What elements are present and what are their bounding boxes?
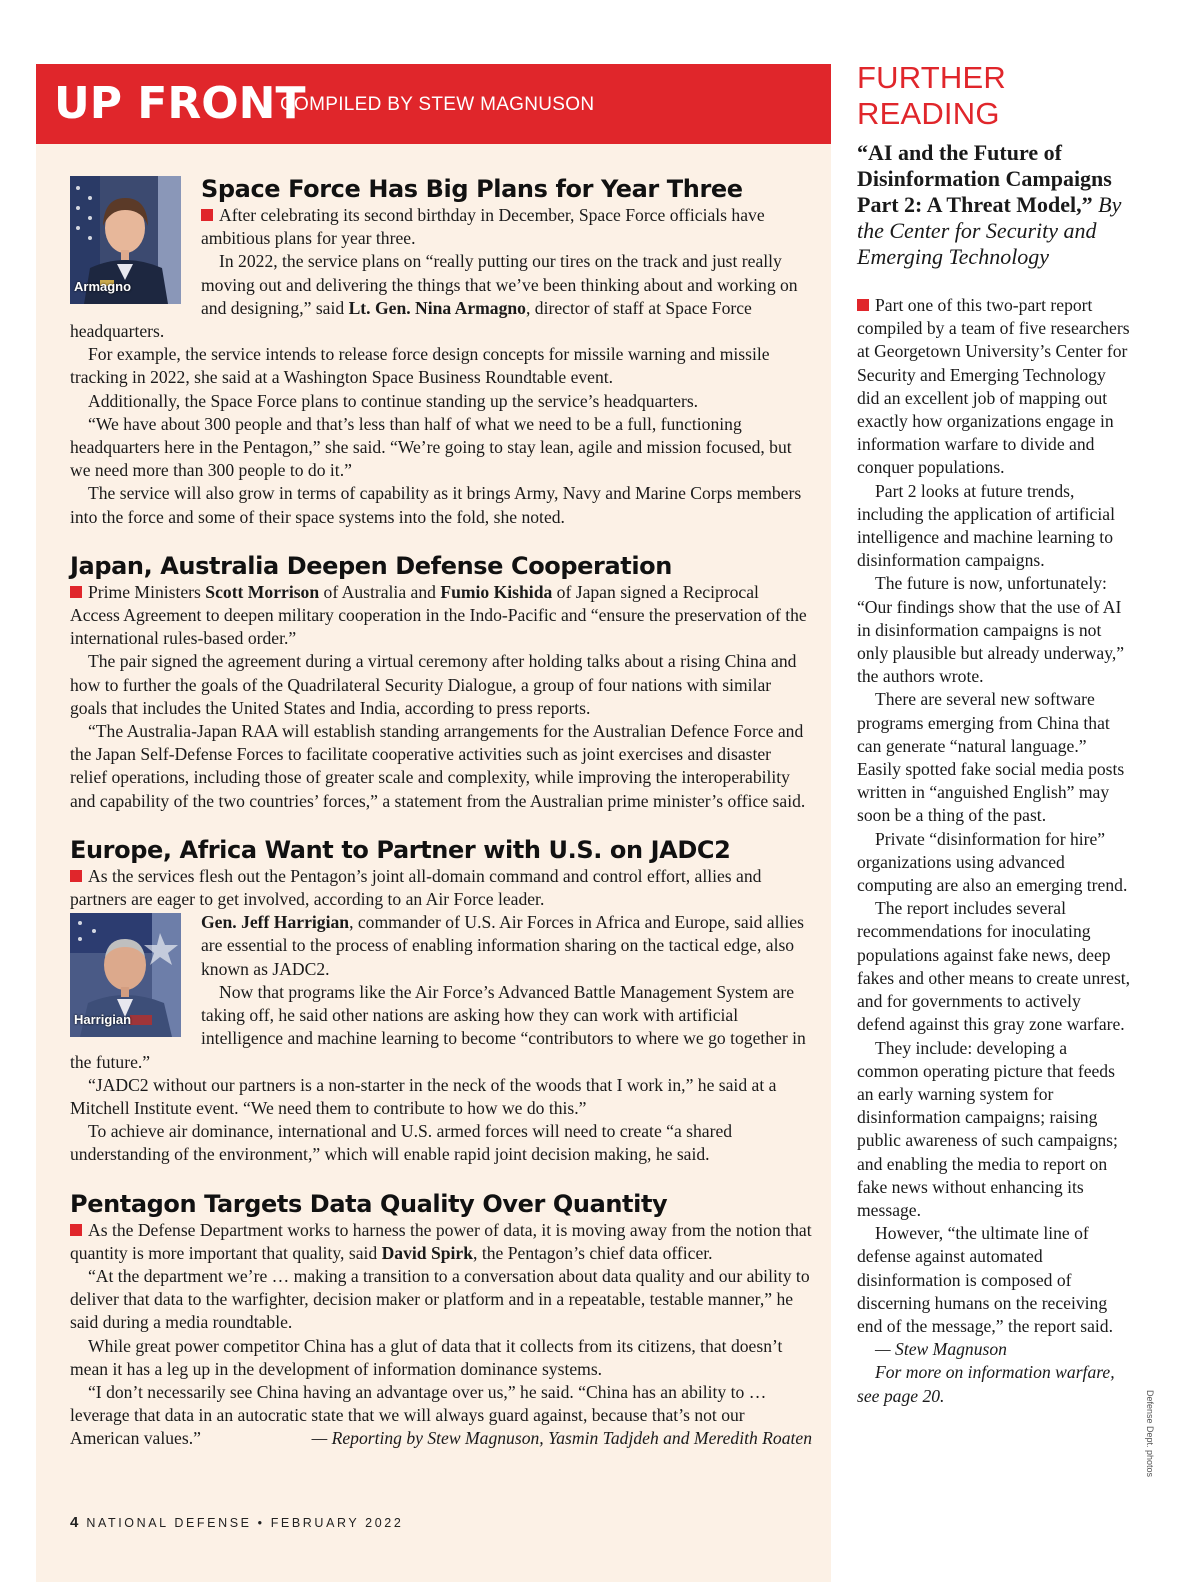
article-space-force [70, 174, 812, 529]
compiled-by: COMPILED BY STEW MAGNUSON [280, 94, 595, 115]
paragraph: Now that programs like the Air Force’s Advanced Battle Management System are taking off, he said other nations are asking how they can work with artificial intelligence and machine learning to become “contributors to where we go together in the future.” [70, 981, 806, 1072]
bullet-square-icon [201, 209, 213, 221]
paragraph: “The Australia-Japan RAA will establish standing arrangements for the Australian Defence Force and the Japan Self-Defense Forces to facilitate cooperative activities such as joint exercises and disaster relief operations, including those of greater scale and complexity, while improving the interoperability and capability of the two countries’ forces,” a statement from the Australian prime minister’s office said. [70, 721, 806, 811]
paragraph: To achieve air dominance, international and U.S. armed forces will need to create “a shared understanding of the environment,” which will enable rapid joint decision making, he said. [70, 1121, 733, 1165]
section-banner [36, 64, 831, 144]
bullet-square-icon [857, 299, 869, 311]
further-reading-body [857, 294, 1132, 1408]
article-data-quality [70, 1189, 812, 1451]
paragraph: “JADC2 without our partners is a non-starter in the neck of the woods that I work in,” he said at a Mitchell Institute event. “We need them to contribute to how we do this.” [70, 1074, 777, 1118]
photo-harrigian [70, 913, 181, 1037]
photo-caption-armagno: Armagno [74, 278, 132, 294]
reporting-credit: — Reporting by Stew Magnuson, Yasmin Tadjdeh and Meredith Roaten [311, 1428, 812, 1449]
further-reading-title: “AI and the Future of Disinformation Campaigns Part 2: A Threat Model,” By the Center for Security and Emerging Technology [857, 140, 1122, 269]
paragraph: In 2022, the service plans on “really putting our tires on the track and just really moving out and delivering the things that we’ve been thinking about and working on and designing,” said Lt. Gen. Nina Armagno, director of staff at Space Force headquarters. [70, 251, 798, 342]
photo-credit: Defense Dept. photos [1145, 1390, 1155, 1478]
photo-armagno [70, 176, 181, 304]
article-jadc2 [70, 835, 812, 1167]
sidebar-paragraph: They include: developing a common operating picture that feeds an early warning system for disinformation campaigns; raising public awareness of such campaigns; and enabling the media to report on fake news without enhancing its message. [857, 1037, 1118, 1220]
sidebar-paragraph: However, “the ultimate line of defense against automated disinformation is composed of discerning humans on the receiving end of the message,” the report said. [857, 1223, 1113, 1336]
sidebar-paragraph: Private “disinformation for hire” organizations using advanced computing are also an emerging trend. [857, 828, 1128, 896]
further-reading-label: FURTHER READING [857, 60, 1006, 131]
name-harrigian: Gen. Jeff Harrigian [201, 912, 350, 933]
sidebar-signoff: — Stew Magnuson [875, 1339, 1007, 1360]
paragraph: The pair signed the agreement during a virtual ceremony after holding talks about a rising China and how to further the goals of the Quadrilateral Security Dialogue, a group of four nations with similar goals that includes the United States and India, according to press reports. [70, 651, 797, 718]
sidebar-note: For more on information warfare, see page 20. [857, 1362, 1115, 1406]
paragraph: After celebrating its second birthday in December, Space Force officials have ambitious plans for year three. [201, 205, 765, 249]
name-kishida: Fumio Kishida [440, 581, 553, 602]
name-spirk: David Spirk [381, 1242, 474, 1263]
name-armagno: Lt. Gen. Nina Armagno [348, 297, 526, 318]
sidebar-paragraph: The future is now, unfortunately: “Our findings show that the use of AI in disinformation campaigns is not only plausible but already underway,” the authors wrote. [857, 573, 1125, 687]
paragraph: “I don’t necessarily see China having an advantage over us,” he said. “China has an ability to … leverage that data in an autocratic state that we will always guard against, because that’s not our American values.” — Reporting by Stew Magnuson, Yasmin Tadjdeh and Meredith Roaten [70, 1381, 812, 1451]
headline-japan-australia: Japan, Australia Deepen Defense Cooperation [70, 551, 672, 580]
headline-data-quality: Pentagon Targets Data Quality Over Quantity [70, 1189, 668, 1218]
paragraph: Additionally, the Space Force plans to continue standing up the service’s headquarters. [88, 390, 699, 411]
paragraph: While great power competitor China has a glut of data that it collects from its citizens, that doesn’t mean it has a leg up in the development of information dominance systems. [70, 1335, 783, 1379]
paragraph: “At the department we’re … making a transition to a conversation about data quality and our ability to deliver that data to the warfighter, decision maker or platform and in a repeatable, testable manner,” he said during a media roundtable. [70, 1265, 810, 1333]
bullet-square-icon [70, 1224, 82, 1236]
page-footer [70, 1514, 403, 1531]
sidebar-paragraph: There are several new software programs emerging from China that can generate “natural language.” Easily spotted fake social media posts written in “anguished English” may soon be a thing of the past. [857, 689, 1125, 826]
paragraph: For example, the service intends to release force design concepts for missile warning and missile tracking in 2022, she said at a Washington Space Business Roundtable event. [70, 344, 770, 388]
page-number: 4 [70, 1514, 79, 1531]
further-reading-sidebar [857, 60, 1132, 1408]
paragraph: As the services flesh out the Pentagon’s joint all-domain command and control effort, allies and partners are eager to get involved, according to an Air Force leader. [70, 865, 762, 910]
paragraph: The service will also grow in terms of capability as it brings Army, Navy and Marine Corps members into the force and some of their space systems into the fold, she noted. [70, 483, 802, 527]
bullet-square-icon [70, 586, 82, 598]
headline-space-force: Space Force Has Big Plans for Year Three [201, 175, 743, 203]
paragraph: As the Defense Department works to harness the power of data, it is moving away from the notion that quantity is more important that quality, said David Spirk, the Pentagon’s chief data officer. [70, 1219, 812, 1263]
main-column [70, 174, 812, 1451]
paragraph: Prime Ministers Scott Morrison of Australia and Fumio Kishida of Japan signed a Reciprocal Access Agreement to deepen military cooperation in the Indo-Pacific and “ensure the preservation of the international rules-based order.” [70, 581, 807, 649]
headline-jadc2: Europe, Africa Want to Partner with U.S. on JADC2 [70, 835, 731, 864]
bullet-square-icon [70, 870, 82, 882]
paragraph: Gen. Jeff Harrigian, commander of U.S. Air Forces in Africa and Europe, said allies are essential to the process of enabling information sharing on the tactical edge, also known as JADC2. [201, 912, 804, 979]
article-japan-australia [70, 551, 812, 813]
sidebar-paragraph: The report includes several recommendations for inoculating populations against fake news, deep fakes and other means to create unrest, and for governments to actively defend against this gray zone warfare. [857, 898, 1131, 1035]
sidebar-paragraph: Part 2 looks at future trends, including the application of artificial intelligence and machine learning to disinformation campaigns. [857, 480, 1115, 571]
publication-line: NATIONAL DEFENSE • FEBRUARY 2022 [86, 1516, 404, 1530]
sidebar-paragraph: Part one of this two-part report compiled by a team of five researchers at Georgetown University’s Center for Security and Emerging Technology did an excellent job of mapping out exactly how organizations engage in information warfare to divide and conquer populations. [857, 295, 1130, 478]
photo-caption-harrigian: Harrigian [74, 1012, 132, 1028]
paragraph: “We have about 300 people and that’s less than half of what we need to be a full, functioning headquarters here in the Pentagon,” she said. “We’re going to stay lean, agile and mission focused, but we need more than 300 people to do it.” [70, 413, 792, 481]
section-title: UP FRONT [54, 78, 306, 129]
name-morrison: Scott Morrison [205, 581, 320, 602]
